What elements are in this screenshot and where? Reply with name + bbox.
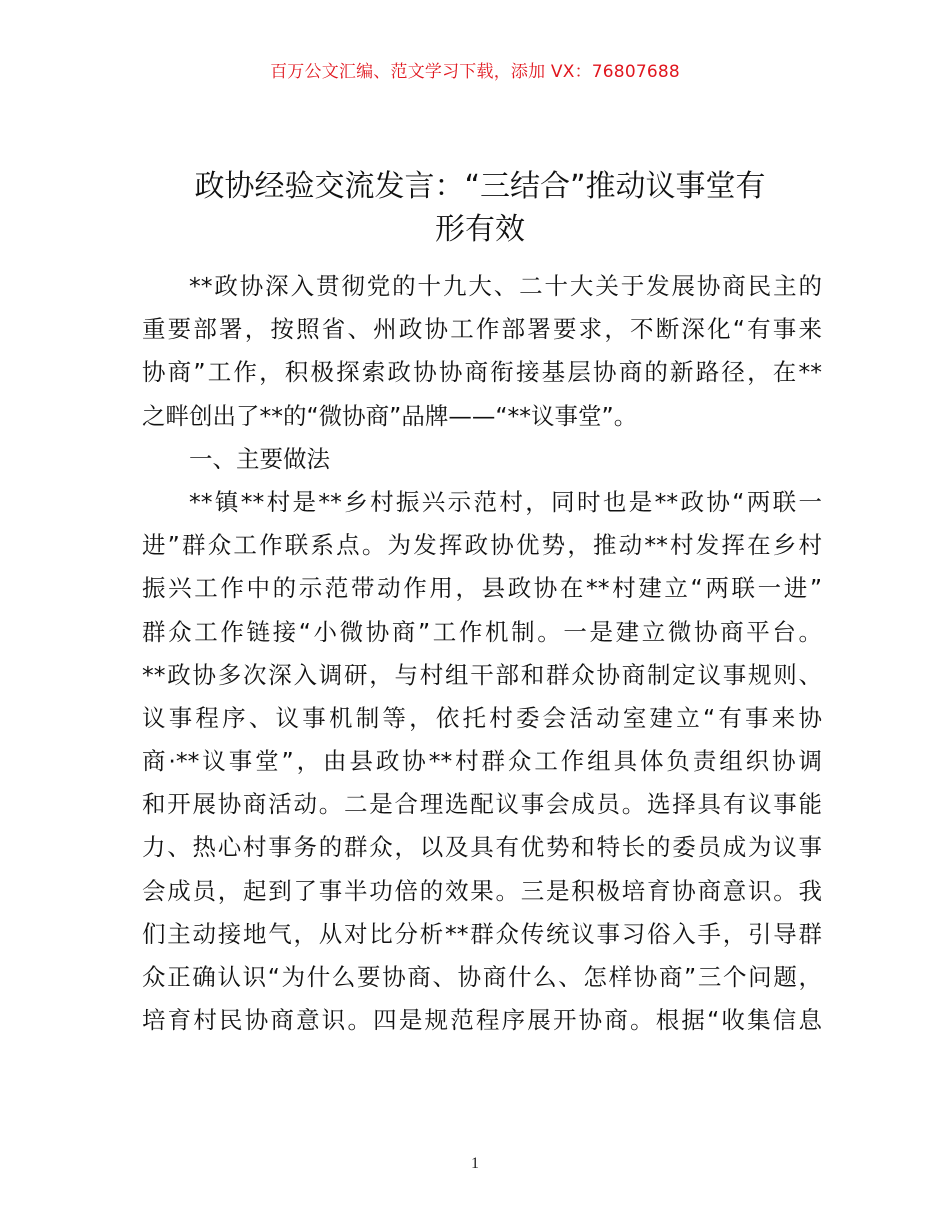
document-body bbox=[142, 265, 822, 1042]
paragraph-2-line: 群众工作链接“小微协商”工作机制。一是建立微协商平台。 bbox=[142, 617, 822, 646]
paragraph-1-line: 重要部署，按照省、州政协工作部署要求，不断深化“有事来 bbox=[142, 315, 822, 344]
watermark-banner: 百万公文汇编、范文学习下载，添加 VX：76807688 bbox=[270, 62, 680, 82]
title-line-2: 形有效 bbox=[435, 212, 525, 247]
paragraph-2-line: 会成员，起到了事半功倍的效果。三是积极培育协商意识。我 bbox=[142, 876, 822, 905]
paragraph-2-line: 培育村民协商意识。四是规范程序展开协商。根据“收集信息 bbox=[142, 1006, 822, 1035]
paragraph-1-line: 之畔创出了**的“微协商”品牌——“**议事堂”。 bbox=[142, 401, 638, 430]
paragraph-2-line: **镇**村是**乡村振兴示范村，同时也是**政协“两联一 bbox=[189, 487, 822, 516]
document-title bbox=[140, 165, 820, 251]
paragraph-2-line: 进”群众工作联系点。为发挥政协优势，推动**村发挥在乡村 bbox=[142, 531, 822, 560]
title-line-1: 政协经验交流发言：“三结合”推动议事堂有 bbox=[194, 169, 766, 204]
paragraph-2-line: 们主动接地气，从对比分析**群众传统议事习俗入手，引导群 bbox=[142, 919, 822, 948]
paragraph-1-line: **政协深入贯彻党的十九大、二十大关于发展协商民主的 bbox=[189, 272, 822, 300]
paragraph-2-line: 商·**议事堂”，由县政协**村群众工作组具体负责组织协调 bbox=[142, 747, 822, 776]
paragraph-2-line: 振兴工作中的示范带动作用，县政协在**村建立“两联一进” bbox=[142, 574, 822, 603]
paragraph-1-line: 协商”工作，积极探索政协协商衔接基层协商的新路径，在** bbox=[142, 358, 822, 387]
page-number: 1 bbox=[471, 1155, 479, 1172]
paragraph-2-line: 众正确认识“为什么要协商、协商什么、怎样协商”三个问题， bbox=[142, 963, 822, 991]
paragraph-2-line: 和开展协商活动。二是合理选配议事会成员。选择具有议事能 bbox=[142, 790, 822, 819]
paragraph-2-line: 力、热心村事务的群众，以及具有优势和特长的委员成为议事 bbox=[142, 833, 822, 862]
paragraph-2-line: 议事程序、议事机制等，依托村委会活动室建立“有事来协 bbox=[142, 703, 822, 732]
section-heading: 一、主要做法 bbox=[189, 444, 330, 473]
paragraph-2-line: **政协多次深入调研，与村组干部和群众协商制定议事规则、 bbox=[142, 660, 822, 689]
